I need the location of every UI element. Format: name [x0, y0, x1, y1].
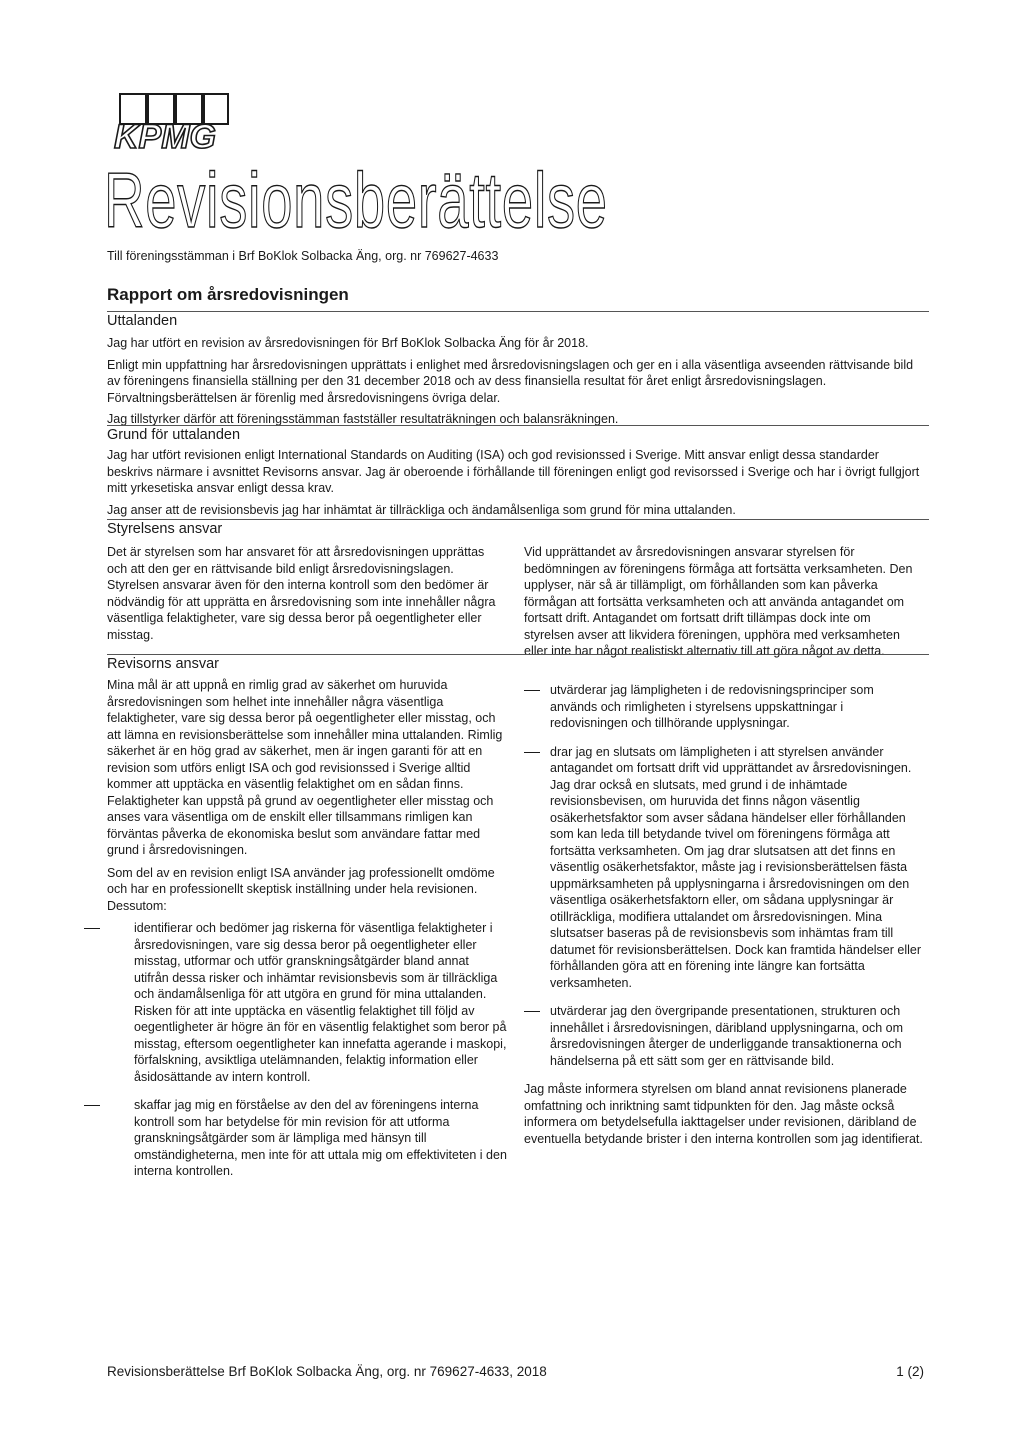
paragraph: Jag måste informera styrelsen om bland annat revisionens planerade omfattning och inriktning samt tidpunkten för den. Jag måste också informera om betydelsefulla iakttagelser under revisionen, däribland de eventuella betydande brister i den interna kontrollen som jag identifierat.: [524, 1082, 923, 1146]
list-item: utvärderar jag den övergripande presentationen, strukturen och innehållet i årsredovisningen, däribland upplysningarna, och om årsredovisningen återger de underliggande transaktionerna och händelserna på ett sätt som ger en rättvisande bild.: [524, 1003, 924, 1069]
list-item: utvärderar jag lämpligheten i de redovisningsprinciper som används och rimligheten i styrelsens uppskattningar i redovisningen och tillhörande upplysningar.: [524, 682, 924, 732]
section-divider: [107, 654, 929, 655]
section-heading-revisorn: Revisorns ansvar: [107, 656, 220, 672]
kpmg-logo-text: KPMG: [114, 118, 216, 156]
paragraph: Jag har utfört en revision av årsredovisningen för Brf BoKlok Solbacka Äng för år 2018.: [107, 336, 589, 350]
paragraph: Det är styrelsen som har ansvaret för att årsredovisningen upprättas och att den ger en rättvisande bild enligt årsredovisningslagen. Styrelsen ansvarar även för den interna kontroll som den bedömer är nödvändig för att upprätta en årsredovisning som inte innehåller några väsentliga felaktigheter, vare sig dessa beror på oegentligheter eller misstag.: [107, 545, 496, 642]
list-item: drar jag en slutsats om lämpligheten i att styrelsen använder antagandet om fortsatt drift vid upprättandet av årsredovisningen. Jag drar också en slutsats, med grund i de inhämtade revisionsbevisen, om huruvida det finns någon väsentlig osäkerhetsfaktor som avser sådana händelser eller förhållanden som kan leda till betydande tvivel om föreningens förmåga att fortsätta verksamheten. Om jag drar slutsatsen att det finns en väsentlig osäkerhetsfaktor, måste jag i revisionsberättelsen fästa uppmärksamheten på upplysningarna i årsredovisningen om den väsentliga osäkerhetsfaktorn eller, om sådana upplysningar är otillräckliga, modifiera uttalandet om årsredovisningen. Mina slutsatser baseras på de revisionsbevis som inhämtas fram till datumet för revisionsberättelsen. Dock kan framtida händelser eller förhållanden göra att en förening inte längre kan fortsätta verksamheten.: [524, 744, 924, 992]
page-title: Revisionsberättelse: [104, 156, 608, 244]
dash-bullet-icon: [524, 690, 540, 691]
list-item: skaffar jag mig en förståelse av den del av föreningens interna kontroll som har betydelse för min revision för att utforma granskningsåtgärder som är lämpliga med hänsyn till omständigheterna, men inte för att uttala mig om effektiviteten i den interna kontrollen.: [84, 1097, 507, 1180]
dash-bullet-icon: [524, 752, 540, 753]
section-heading-grund: Grund för uttalanden: [107, 427, 241, 443]
section-body-grund: [107, 447, 927, 523]
section-heading-uttalanden: Uttalanden: [107, 313, 178, 329]
dash-bullet-icon: [84, 1105, 100, 1106]
section-divider: [107, 311, 929, 312]
dash-bullet-icon: [84, 928, 100, 929]
paragraph: Som del av en revision enligt ISA använder jag professionellt omdöme och har en professionellt skeptisk inställning under hela revisionen. Dessutom:: [107, 865, 495, 913]
section-body-uttalanden: [107, 335, 927, 433]
revisorn-right-column: [524, 682, 924, 1153]
section-divider: [107, 425, 929, 426]
paragraph: Enligt min uppfattning har årsredovisningen upprättats i enlighet med årsredovisningslagen och ger en i alla väsentliga avseenden rättvisande bild av föreningens finansiella ställning per den 31 december 2018 och av dess finansiella resultat för året enligt årsredovisningslagen. Förvaltningsberättelsen är förenlig med årsredovisningens övriga delar.: [107, 357, 914, 405]
kpmg-logo: [112, 92, 230, 162]
dash-bullet-icon: [524, 1011, 540, 1012]
bullet-list: [524, 682, 924, 1069]
addressee: Till föreningsstämman i Brf BoKlok Solbacka Äng, org. nr 769627-4633: [107, 249, 499, 263]
list-item: identifierar och bedömer jag riskerna för väsentliga felaktigheter i årsredovisningen, vare sig dessa beror på oegentligheter eller misstag, utformar och utför granskningsåtgärder bland annat utifrån dessa risker och inhämtar revisionsbevis som är tillräckliga och ändamålsenliga för att utgöra en grund för mina uttalanden. Risken för att inte upptäcka en väsentlig felaktighet till följd av oegentligheter är högre än för en väsentlig felaktighet som beror på misstag, eftersom oegentligheter kan innefatta agerande i maskopi, förfalskning, avsiktliga utelämnanden, felaktig information eller åsidosättande av intern kontroll.: [84, 920, 507, 1085]
paragraph: Jag tillstyrker därför att föreningsstämman fastställer resultaträkningen och balansräkningen.: [107, 412, 619, 426]
footer-document-label: Revisionsberättelse Brf BoKlok Solbacka Äng, org. nr 769627-4633, 2018: [107, 1364, 547, 1379]
revisorn-left-column: [107, 677, 507, 1192]
paragraph: Mina mål är att uppnå en rimlig grad av säkerhet om huruvida årsredovisningen som helhet inte innehåller några väsentliga felaktigheter, vare sig dessa beror på oegentligheter eller misstag, och att lämna en revisionsberättelse som innehåller mina uttalanden. Rimlig säkerhet är en hög grad av säkerhet, men är ingen garanti för att en revision som utförs enligt ISA och god revisionssed i Sverige alltid kommer att upptäcka en väsentlig felaktighet om en sådan finns. Felaktigheter kan uppstå på grund av oegentligheter eller misstag och anses vara väsentliga om de enskilt eller tillsammans rimligen kan förväntas påverka de ekonomiska beslut som användare fattar med grund i årsredovisningen.: [107, 678, 503, 857]
paragraph: Vid upprättandet av årsredovisningen ansvarar styrelsen för bedömningen av föreningens förmåga att fortsätta verksamheten. Den upplyser, när så är tillämpligt, om förhållanden som kan påverka förmågan att fortsätta verksamheten och att använda antagandet om fortsatt drift. Antagandet om fortsatt drift tillämpas dock inte om styrelsen avser att likvidera föreningen, upphöra med verksamheten eller inte har något realistiskt alternativ till att göra något av detta.: [524, 545, 913, 658]
bullet-list: [107, 920, 507, 1180]
page-number: 1 (2): [896, 1364, 924, 1379]
paragraph: Jag har utfört revisionen enligt International Standards on Auditing (ISA) och god revisionssed i Sverige. Mitt ansvar enligt dessa standarder beskrivs närmare i avsnittet Revisorns ansvar. Jag är oberoende i förhållande till föreningen enligt god revisorssed i Sverige och har i övrigt fullgjort mitt yrkesetiska ansvar enligt dessa krav.: [107, 448, 920, 495]
section-divider: [107, 519, 929, 520]
paragraph: Jag anser att de revisionsbevis jag har inhämtat är tillräckliga och ändamålsenliga som grund för mina uttalanden.: [107, 502, 736, 517]
styrelsen-left-column: [107, 544, 507, 649]
section-heading-styrelsen: Styrelsens ansvar: [107, 521, 223, 537]
report-heading: Rapport om årsredovisningen: [107, 285, 349, 304]
styrelsen-right-column: [524, 544, 924, 666]
